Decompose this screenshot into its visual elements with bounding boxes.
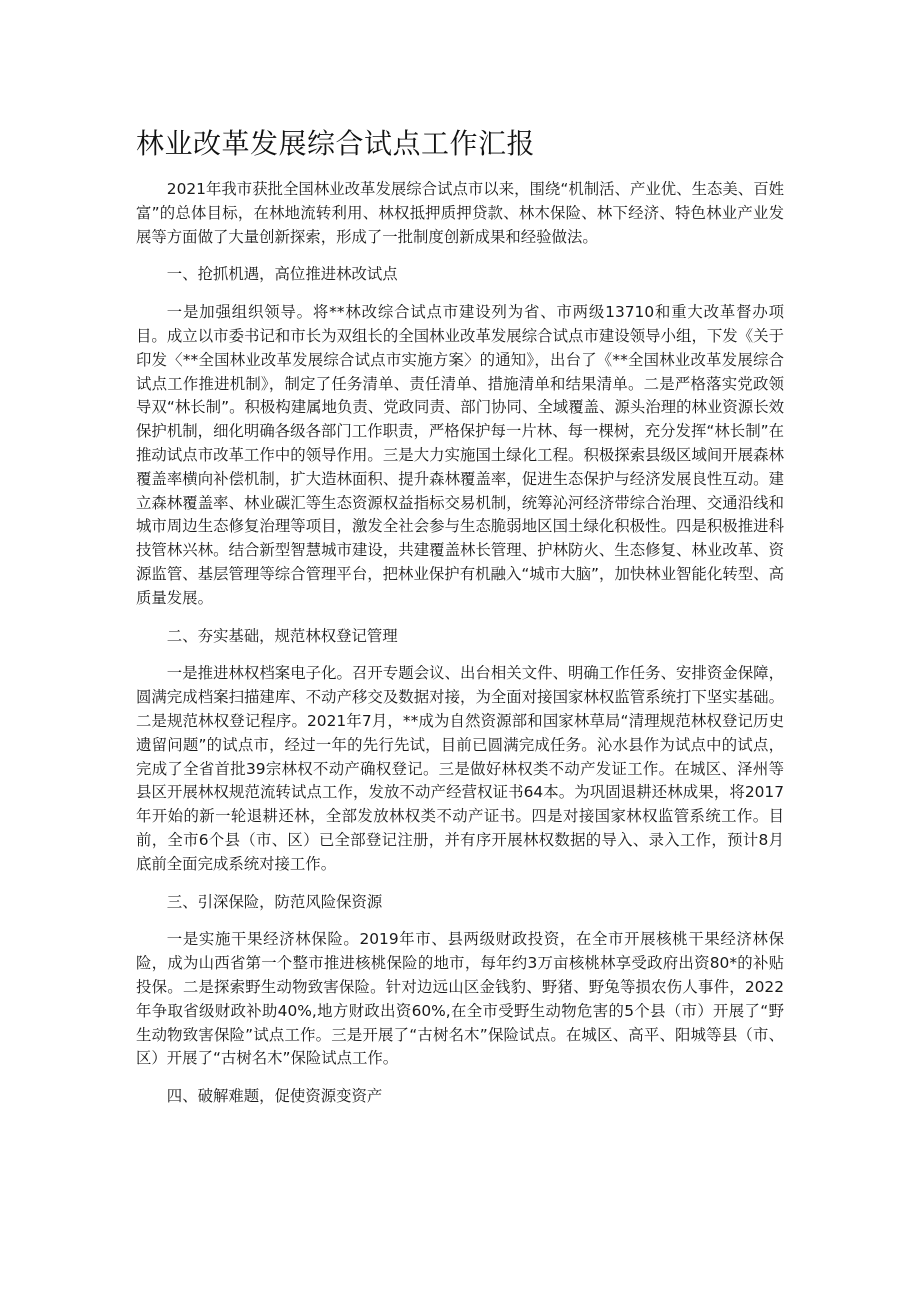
section-body-1: 一是加强组织领导。将**林改综合试点市建设列为省、市两级13710和重大改革督办项目。成立以市委书记和市长为双组长的全国林业改革发展综合试点市建设领导小组，下发《关于印发〈**全国林业改革发展综合试点市实施方案〉的通知》，出台了《**全国林业改革发展综合试点工作推进机制》，制定了任务清单、责任清单、措施清单和结果清单。二是严格落实党政领导双“林长制”。积极构建属地负责、党政同责、部门协同、全域覆盖、源头治理的林业资源长效保护机制，细化明确各级各部门工作职责，严格保护每一片林、每一棵树，充分发挥“林长制”在推动试点市改革工作中的领导作用。三是大力实施国土绿化工程。积极探索县级区域间开展森林覆盖率横向补偿机制，扩大造林面积、提升森林覆盖率，促进生态保护与经济发展良性互动。建立森林覆盖率、林业碳汇等生态资源权益指标交易机制，统筹沁河经济带综合治理、交通沿线和城市周边生态修复治理等项目，激发全社会参与生态脆弱地区国土绿化积极性。四是积极推进科技管林兴林。结合新型智慧城市建设，共建覆盖林长管理、护林防火、生态修复、林业改革、资源监管、基层管理等综合管理平台，把林业保护有机融入“城市大脑”，加快林业智能化转型、高质量发展。 — [136, 303, 784, 607]
section-heading-1: 一、抢抓机遇，高位推进林改试点 — [166, 265, 398, 284]
section-heading-4: 四、破解难题，促使资源变资产 — [166, 1087, 383, 1106]
section-body-3: 一是实施干果经济林保险。2019年市、县两级财政投资，在全市开展核桃干果经济林保险，成为山西省第一个整市推进核桃保险的地市，每年约3万亩核桃林享受政府出资80*的补贴投保。二是探索野生动物致害保险。针对边远山区金钱豹、野猪、野兔等损农伤人事件，2022年争取省级财政补助40%,地方财政出资60%,在全市受野生动物危害的5个县（市）开展了“野生动物致害保险”试点工作。三是开展了“古树名木”保险试点。在城区、高平、阳城等县（市、区）开展了“古树名木”保险试点工作。 — [136, 930, 784, 1068]
section-body-2: 一是推进林权档案电子化。召开专题会议、出台相关文件、明确工作任务、安排资金保障，圆满完成档案扫描建库、不动产移交及数据对接，为全面对接国家林权监管系统打下坚实基础。二是规范林权登记程序。2021年7月，**成为自然资源部和国家林草局“清理规范林权登记历史遗留问题”的试点市，经过一年的先行先试，目前已圆满完成任务。沁水县作为试点中的试点，完成了全省首批39宗林权不动产确权登记。三是做好林权类不动产发证工作。在城区、泽州等县区开展林权规范流转试点工作，发放不动产经营权证书64本。为巩固退耕还林成果，将2017年开始的新一轮退耕还林，全部发放林权类不动产证书。四是对接国家林权监管系统工作。目前，全市6个县（市、区）已全部登记注册，并有序开展林权数据的导入、录入工作，预计8月底前全面完成系统对接工作。 — [136, 664, 784, 873]
intro-paragraph: 2021年我市获批全国林业改革发展综合试点市以来，围绕“机制活、产业优、生态美、百姓富”的总体目标，在林地流转利用、林权抵押质押贷款、林木保险、林下经济、特色林业产业发展等方面做了大量创新探索，形成了一批制度创新成果和经验做法。 — [136, 180, 784, 246]
document-body — [136, 178, 784, 1109]
section-heading-3: 三、引深保险，防范风险保资源 — [166, 892, 383, 911]
document-title: 林业改革发展综合试点工作汇报 — [136, 127, 536, 160]
section-heading-2: 二、夯实基础，规范林权登记管理 — [166, 626, 398, 645]
